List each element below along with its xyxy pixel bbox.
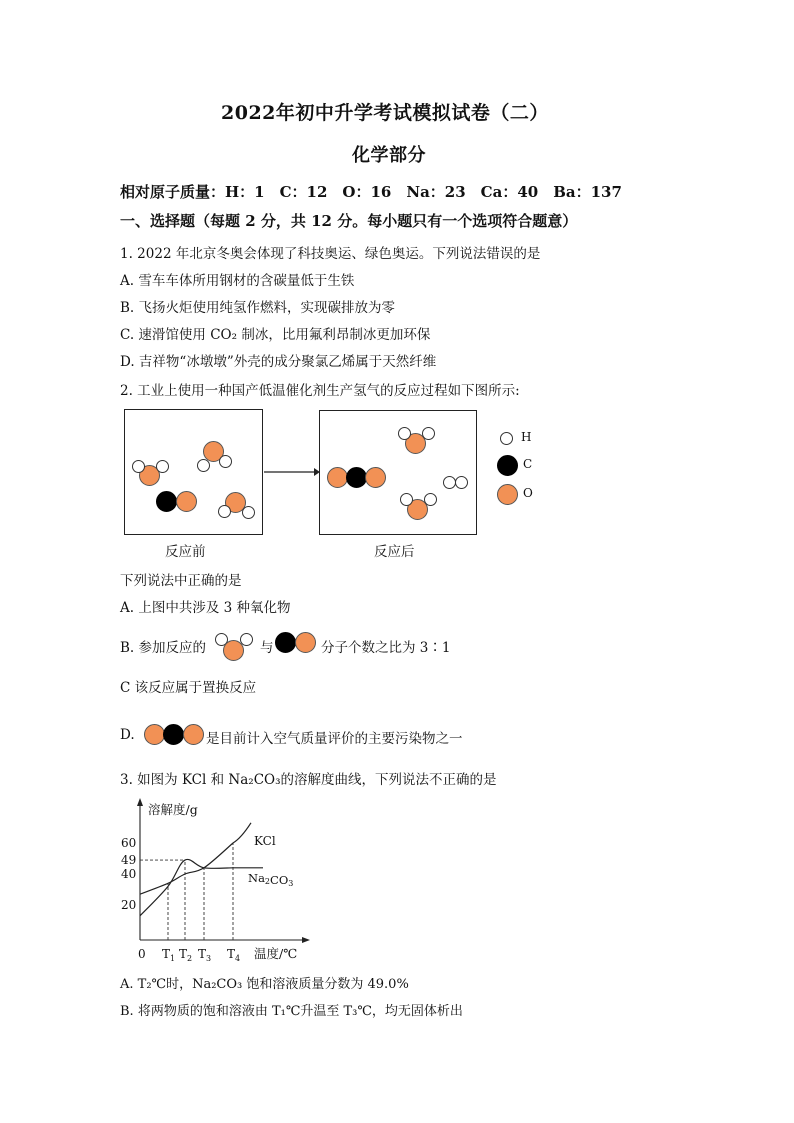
q3-option-b: B. 将两物质的饱和溶液由 T₁℃升温至 T₃℃，均无固体析出 [120,1004,463,1019]
q2-option-b-mid: 与 [260,640,274,656]
hydrogen-atom [455,476,468,489]
reaction-arrow [264,465,320,479]
legend-oxygen-symbol [497,484,518,505]
origin-label: 0 [138,947,146,961]
y-axis-label: 溶解度/g [148,802,198,817]
legend-oxygen-label: O [523,486,533,500]
hydrogen-atom [242,506,255,519]
y-tick-label: 20 [121,898,137,912]
q2-option-d-prefix: D. [120,727,135,743]
q2-option-c: C 该反应属于置换反应 [120,680,257,696]
hydrogen-atom [156,460,169,473]
caption-before: 反应前 [165,544,206,560]
x-tick-label: $T_2$ [179,947,193,963]
reaction-after-panel [319,410,477,535]
x-tick-label: $T_1$ [162,947,176,963]
y-tick-label: 49 [121,853,137,868]
hydrogen-atom [197,459,210,472]
y-axis-arrow [137,798,143,806]
q2-stem: 2. 工业上使用一种国产低温催化剂生产氢气的反应过程如下图所示: [120,383,520,399]
na2co3-series-label: Na2CO3 [248,870,294,888]
x-tick-label: $T_3$ [198,947,212,963]
hydrogen-atom [398,427,411,440]
carbon-atom [156,491,177,512]
section-heading: 一、选择题（每题 2 分，共 12 分。每小题只有一个选项符合题意） [120,212,578,230]
q2-option-b-prefix: B. 参加反应的 [120,640,207,656]
legend-hydrogen-symbol [500,432,513,445]
oxygen-atom [365,467,386,488]
hydrogen-atom [218,505,231,518]
x-tick-label: $T_4$ [227,947,241,963]
y-tick-label: 60 [121,836,137,850]
x-axis-arrow [302,937,310,943]
x-axis-label: 温度/℃ [254,946,298,961]
oxygen-atom [144,724,165,745]
q2-lead: 下列说法中正确的是 [120,573,242,589]
y-tick-label: 40 [121,867,137,881]
q3-stem: 3. 如图为 KCl 和 Na₂CO₃的溶解度曲线，下列说法不正确的是 [120,772,497,788]
page-title: 2022年初中升学考试模拟试卷（二） [221,102,549,124]
q2-option-a: A. 上图中共涉及 3 种氧化物 [120,600,291,616]
hydrogen-atom [132,460,145,473]
carbon-atom [275,632,296,653]
legend-hydrogen-label: H [521,430,532,444]
q3-option-a: A. T₂℃时，Na₂CO₃ 饱和溶液质量分数为 49.0% [120,977,409,992]
oxygen-atom [327,467,348,488]
q1-option-d: D. 吉祥物“冰墩墩”外壳的成分聚氯乙烯属于天然纤维 [120,354,437,370]
q1-option-b: B. 飞扬火炬使用纯氢作燃料，实现碳排放为零 [120,300,396,316]
q1-option-c: C. 速滑馆使用 CO₂ 制冰，比用氟利昂制冰更加环保 [120,327,431,343]
legend-carbon-label: C [523,457,533,471]
oxygen-atom [223,640,244,661]
oxygen-atom [183,724,204,745]
carbon-atom [163,724,184,745]
oxygen-atom [295,632,316,653]
solubility-chart [118,796,318,966]
hydrogen-atom [422,427,435,440]
q2-option-b-suffix: 分子个数之比为 3∶1 [321,640,451,656]
reaction-before-panel [124,409,263,535]
page-subtitle: 化学部分 [352,145,426,166]
carbon-atom [346,467,367,488]
q1-stem: 1. 2022 年北京冬奥会体现了科技奥运、绿色奥运。下列说法错误的是 [120,246,541,262]
hydrogen-atom [219,455,232,468]
legend-carbon-symbol [497,455,518,476]
hydrogen-atom [400,493,413,506]
caption-after: 反应后 [374,544,415,560]
hydrogen-atom [424,493,437,506]
q2-option-d-suffix: 是目前计入空气质量评价的主要污染物之一 [206,731,463,747]
q1-option-a: A. 雪车车体所用钢材的含碳量低于生铁 [120,273,355,289]
atomic-masses: 相对原子质量：H：1 C：12 O：16 Na：23 Ca：40 Ba：137 [120,183,622,201]
oxygen-atom [176,491,197,512]
kcl-series-label: KCl [254,834,276,848]
kcl-curve [140,823,251,894]
